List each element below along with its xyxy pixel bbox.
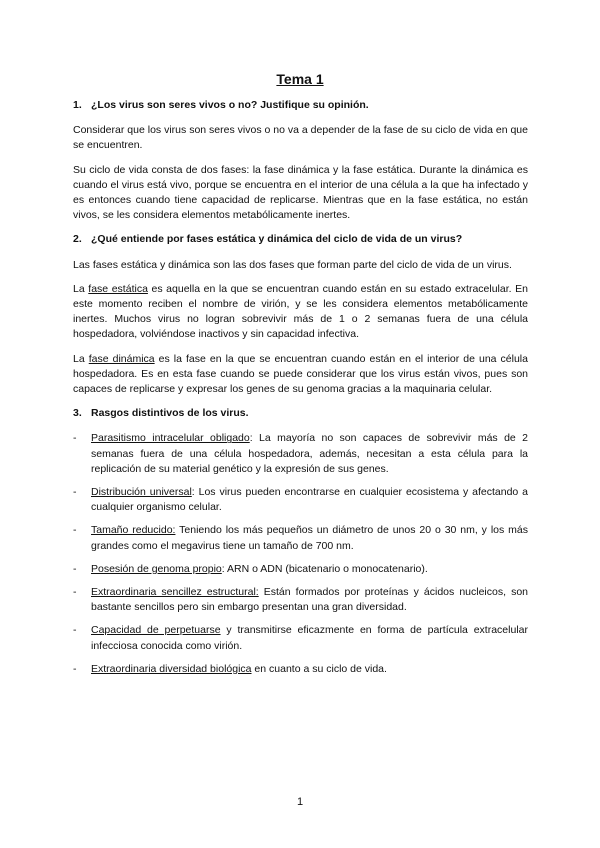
question-1-text: ¿Los virus son seres vivos o no? Justifique su opinión.	[91, 99, 369, 111]
document-body	[73, 98, 528, 685]
trait-term: Distribución universal	[91, 486, 192, 499]
document-title: Tema 1	[276, 71, 324, 87]
list-item	[73, 485, 528, 515]
list-dash: -	[73, 624, 77, 637]
trait-description: en cuanto a su ciclo de vida.	[251, 662, 387, 675]
question-3-text: Rasgos distintivos de los virus.	[91, 407, 249, 420]
list-dash: -	[73, 662, 77, 675]
question-2-number: 2.	[73, 233, 82, 246]
list-item	[73, 431, 528, 477]
q2-p3-post: es la fase en la que se encuentran cuando están en el interior de una célula hospedadora. Es en esta fase cuando se puede considerar que los virus están vivos, pues son capaces de replicarse y expresar los genes de su genoma gracias a la maquinaria celular.	[73, 352, 528, 396]
list-item	[73, 662, 528, 677]
list-item	[73, 562, 528, 577]
trait-description: Teniendo los más pequeños un diámetro de unos 20 o 30 nm, y los más grandes como el megavirus tiene un tamaño de 700 nm.	[91, 524, 528, 552]
page-number: 1	[296, 796, 304, 808]
question-1-heading	[73, 98, 528, 113]
q2-paragraph-3	[73, 352, 528, 398]
q2-p2-pre: La	[73, 282, 89, 295]
trait-term: Extraordinaria diversidad biológica	[91, 662, 252, 675]
trait-description: : La mayoría no son capaces de sobrevivir más de 2 semanas fuera de una célula hospedadora, además, necesitan a esta célula para la replicación de su material genético y la expresión de sus genes.	[91, 432, 528, 475]
question-2-text: ¿Qué entiende por fases estática y dinámica del ciclo de vida de un virus?	[91, 233, 463, 246]
q1-paragraph-1: Considerar que los virus son seres vivos o no va a depender de la fase de su ciclo de vida en que se encuentren.	[73, 124, 528, 152]
list-dash: -	[73, 562, 77, 575]
question-3-heading	[73, 406, 528, 421]
question-3-number: 3.	[73, 407, 82, 420]
list-dash: -	[73, 486, 77, 499]
q2-paragraph-1: Las fases estática y dinámica son las dos fases que forman parte del ciclo de vida de un virus.	[73, 258, 512, 271]
list-item	[73, 623, 528, 653]
trait-description: : Los virus pueden encontrarse en cualquier ecosistema y afectando a cualquier organismo celular.	[91, 486, 529, 514]
q1-paragraph-2: Su ciclo de vida consta de dos fases: la fase dinámica y la fase estática. Durante la dinámica es cuando el virus está vivo, porque se encuentra en el interior de una célula a la que ha infectado y es entonces cuando tiene capacidad de replicarse. Mientras que en la fase estática, no están vivos, se les considera elementos metabólicamente inertes.	[73, 163, 528, 222]
trait-term: Extraordinaria sencillez estructural:	[91, 586, 259, 599]
q2-p3-pre: La	[73, 352, 89, 365]
list-item	[73, 523, 528, 553]
trait-term: Posesión de genoma propio	[91, 562, 222, 575]
term-fase-estatica: fase estática	[88, 282, 148, 295]
trait-term: Parasitismo intracelular obligado	[91, 432, 250, 445]
list-dash: -	[73, 432, 77, 445]
list-item	[73, 585, 528, 615]
q2-p2-post: es aquella en la que se encuentran cuando están en su estado extracelular. En este momento reciben el nombre de virión, y se les considera elementos metabólicamente inertes. Muchos virus no logran sobrevivir más de 1 o 2 semanas fuera de una célula hospedadora, volviéndose inactivos y sin capacidad infectiva.	[73, 282, 528, 341]
list-dash: -	[73, 524, 77, 537]
question-1-number: 1.	[73, 99, 82, 111]
q2-paragraph-2	[73, 282, 528, 343]
trait-description: Están formados por proteínas y ácidos nucleicos, son bastante sencillos pero sin embargo presentan una gran diversidad.	[91, 586, 528, 614]
trait-term: Capacidad de perpetuarse	[91, 624, 221, 637]
question-2-heading	[73, 232, 528, 247]
traits-list	[73, 431, 528, 677]
term-fase-dinamica: fase dinámica	[88, 352, 155, 365]
list-dash: -	[73, 586, 77, 599]
trait-description: : ARN o ADN (bicatenario o monocatenario).	[221, 562, 428, 575]
trait-description: y transmitirse eficazmente en forma de partícula extracelular infecciosa conocida como virión.	[91, 624, 528, 652]
trait-term: Tamaño reducido:	[91, 524, 176, 537]
